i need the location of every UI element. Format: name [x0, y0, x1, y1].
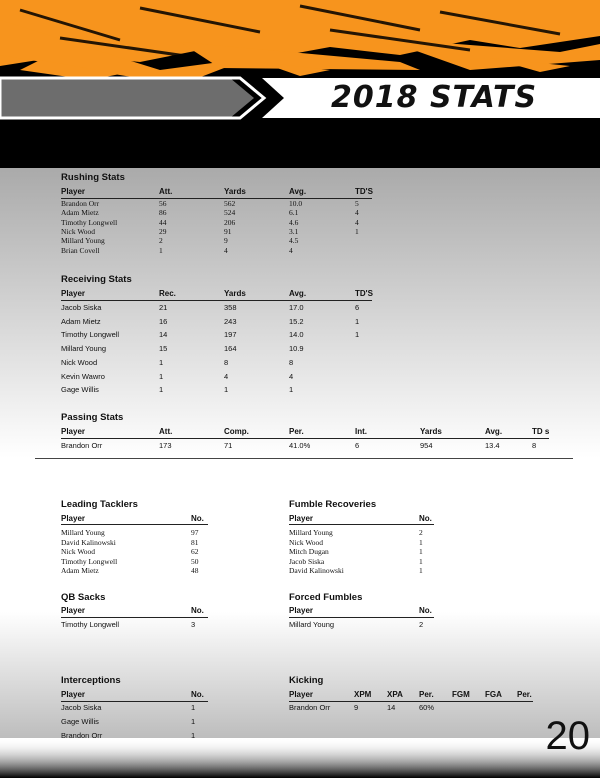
table-cell: 9 — [224, 236, 228, 246]
column-header: Att. — [159, 427, 173, 436]
table-cell: 29 — [159, 226, 167, 236]
column-header: Player — [289, 606, 314, 615]
table-cell: 1 — [419, 556, 423, 566]
table-cell: 97 — [191, 528, 199, 537]
table-cell: 6.1 — [289, 208, 299, 218]
table-cell: 1 — [191, 730, 196, 740]
column-header: Yards — [224, 187, 246, 196]
table-cell: 3 — [191, 620, 196, 629]
table-cell: 8 — [224, 357, 229, 367]
column-header: Per. — [517, 690, 532, 699]
interceptions-title: Interceptions — [61, 675, 121, 686]
column-header: No. — [191, 690, 204, 699]
table-cell: Nick Wood — [289, 537, 324, 547]
table-cell: 4 — [289, 371, 294, 381]
receiving-title: Receiving Stats — [61, 274, 132, 285]
table-cell: Millard Young — [289, 528, 333, 537]
passing-title: Passing Stats — [61, 412, 124, 423]
table-cell: 62 — [191, 547, 199, 557]
header-rule — [289, 617, 434, 618]
table-cell: 1 — [419, 566, 423, 576]
table-cell: Jacob Siska — [61, 703, 102, 712]
column-header: No. — [191, 606, 204, 615]
table-cell: 16 — [159, 316, 168, 326]
table-cell: 6 — [355, 441, 360, 450]
table-cell: Kevin Wawro — [61, 371, 105, 381]
column-header: Player — [61, 289, 86, 298]
table-cell: Gage Willis — [61, 716, 99, 726]
table-cell: 206 — [224, 217, 236, 227]
column-header: FGM — [452, 690, 470, 699]
table-cell: Jacob Siska — [61, 303, 102, 312]
column-header: XPA — [387, 690, 403, 699]
sacks-title: QB Sacks — [61, 592, 106, 603]
table-cell: 1 — [355, 316, 360, 326]
table-cell: 2 — [419, 528, 423, 537]
table-cell: Millard Young — [61, 344, 107, 354]
table-cell: 8 — [289, 357, 294, 367]
column-header: XPM — [354, 690, 372, 699]
table-cell: 1 — [159, 371, 164, 381]
table-cell: 1 — [419, 537, 423, 547]
table-cell: Millard Young — [61, 528, 105, 537]
table-cell: 10.9 — [289, 344, 304, 354]
table-cell: 10.0 — [289, 199, 303, 208]
column-header: Player — [289, 690, 314, 699]
table-cell: Adam Mietz — [61, 316, 101, 326]
table-cell: Jacob Siska — [289, 556, 325, 566]
column-header: No. — [419, 606, 432, 615]
header-rule — [61, 300, 372, 301]
header-rule — [61, 198, 372, 199]
table-cell: 1 — [224, 385, 229, 395]
table-cell: Millard Young — [61, 236, 105, 246]
table-cell: Gage Willis — [61, 385, 99, 395]
table-cell: 4 — [289, 245, 293, 255]
header-rule — [61, 617, 208, 618]
column-header: Comp. — [224, 427, 249, 436]
table-cell: 4.6 — [289, 217, 299, 227]
table-cell: 17.0 — [289, 303, 304, 312]
table-cell: 4 — [224, 371, 229, 381]
table-cell: David Kalinowski — [61, 537, 116, 547]
table-cell: Timothy Longwell — [61, 620, 120, 629]
column-header: Player — [61, 606, 86, 615]
table-cell: 6 — [355, 303, 360, 312]
column-header: Per. — [419, 690, 434, 699]
table-cell: 44 — [159, 217, 167, 227]
table-cell: 15.2 — [289, 316, 304, 326]
table-cell: 13.4 — [485, 441, 500, 450]
column-header: Player — [61, 427, 86, 436]
header-rule — [289, 701, 533, 702]
table-cell: 60% — [419, 703, 435, 712]
column-header: Player — [289, 514, 314, 523]
table-cell: Nick Wood — [61, 226, 96, 236]
table-cell: Timothy Longwell — [61, 330, 120, 340]
table-cell: 56 — [159, 199, 167, 208]
tacklers-title: Leading Tacklers — [61, 499, 138, 510]
table-cell: 21 — [159, 303, 168, 312]
table-cell: 1 — [355, 226, 359, 236]
table-cell: Nick Wood — [61, 547, 96, 557]
kicking-title: Kicking — [289, 675, 324, 686]
table-cell: 91 — [224, 226, 232, 236]
column-header: Avg. — [289, 187, 307, 196]
table-cell: 2 — [159, 236, 163, 246]
column-header: Rec. — [159, 289, 176, 298]
header-rule — [289, 524, 434, 525]
column-header: TD s — [532, 427, 550, 436]
table-cell: Adam Mietz — [61, 208, 99, 218]
table-cell: 4 — [355, 217, 359, 227]
table-cell: 9 — [354, 703, 359, 712]
fumble-recoveries-title: Fumble Recoveries — [289, 499, 377, 510]
table-cell: Brandon Orr — [61, 730, 103, 740]
table-cell: 14 — [387, 703, 396, 712]
table-cell: 14 — [159, 330, 168, 340]
table-cell: Brandon Orr — [289, 703, 331, 712]
table-cell: Brandon Orr — [61, 199, 100, 208]
table-cell: 954 — [420, 441, 433, 450]
column-header: TD'S — [355, 289, 373, 298]
table-cell: 1 — [289, 385, 294, 395]
table-cell: 1 — [159, 245, 163, 255]
table-cell: Timothy Longwell — [61, 556, 118, 566]
column-header: Player — [61, 187, 86, 196]
table-cell: 48 — [191, 566, 199, 576]
column-header: Player — [61, 690, 86, 699]
column-header: Yards — [420, 427, 442, 436]
table-cell: 173 — [159, 441, 172, 450]
page-number: 20 — [545, 714, 590, 758]
table-cell: 2 — [419, 620, 424, 629]
table-cell: 1 — [419, 547, 423, 557]
table-cell: 50 — [191, 556, 199, 566]
table-cell: 8 — [532, 441, 537, 450]
forced-fumbles-title: Forced Fumbles — [289, 592, 363, 603]
table-cell: 41.0% — [289, 441, 311, 450]
table-cell: 5 — [355, 199, 359, 208]
column-header: No. — [191, 514, 204, 523]
table-cell: Millard Young — [289, 620, 335, 629]
table-cell: 524 — [224, 208, 236, 218]
table-cell: 4 — [355, 208, 359, 218]
table-cell: 86 — [159, 208, 167, 218]
table-cell: 164 — [224, 344, 237, 354]
table-cell: Mitch Dugan — [289, 547, 329, 557]
table-cell: 81 — [191, 537, 199, 547]
table-cell: 14.0 — [289, 330, 304, 340]
table-cell: Adam Mietz — [61, 566, 99, 576]
rushing-title: Rushing Stats — [61, 172, 125, 183]
column-header: Att. — [159, 187, 173, 196]
table-cell: 4.5 — [289, 236, 299, 246]
table-cell: Timothy Longwell — [61, 217, 118, 227]
table-cell: 1 — [159, 357, 164, 367]
column-header: Player — [61, 514, 86, 523]
table-cell: 1 — [355, 330, 360, 340]
column-header: Avg. — [485, 427, 503, 436]
column-header: Per. — [289, 427, 304, 436]
column-header: TD'S — [355, 187, 373, 196]
header-rule — [61, 524, 208, 525]
table-cell: 15 — [159, 344, 168, 354]
header-rule — [61, 438, 549, 439]
table-cell: 1 — [159, 385, 164, 395]
table-cell: 562 — [224, 199, 236, 208]
column-header: Yards — [224, 289, 246, 298]
table-cell: 1 — [191, 716, 196, 726]
table-cell: 71 — [224, 441, 233, 450]
table-cell: 4 — [224, 245, 228, 255]
column-header: Avg. — [289, 289, 307, 298]
header-rule — [61, 701, 208, 702]
column-header: No. — [419, 514, 432, 523]
table-cell: Brandon Orr — [61, 441, 103, 450]
table-cell: Nick Wood — [61, 357, 98, 367]
table-cell: 197 — [224, 330, 237, 340]
page-title: 2018 STATS — [331, 80, 538, 115]
table-cell: Brian Covell — [61, 245, 100, 255]
table-cell: David Kalinowski — [289, 566, 344, 576]
column-header: FGA — [485, 690, 502, 699]
table-cell: 1 — [191, 703, 196, 712]
table-cell: 358 — [224, 303, 237, 312]
table-cell: 3.1 — [289, 226, 299, 236]
column-header: Int. — [355, 427, 367, 436]
table-cell: 243 — [224, 316, 237, 326]
